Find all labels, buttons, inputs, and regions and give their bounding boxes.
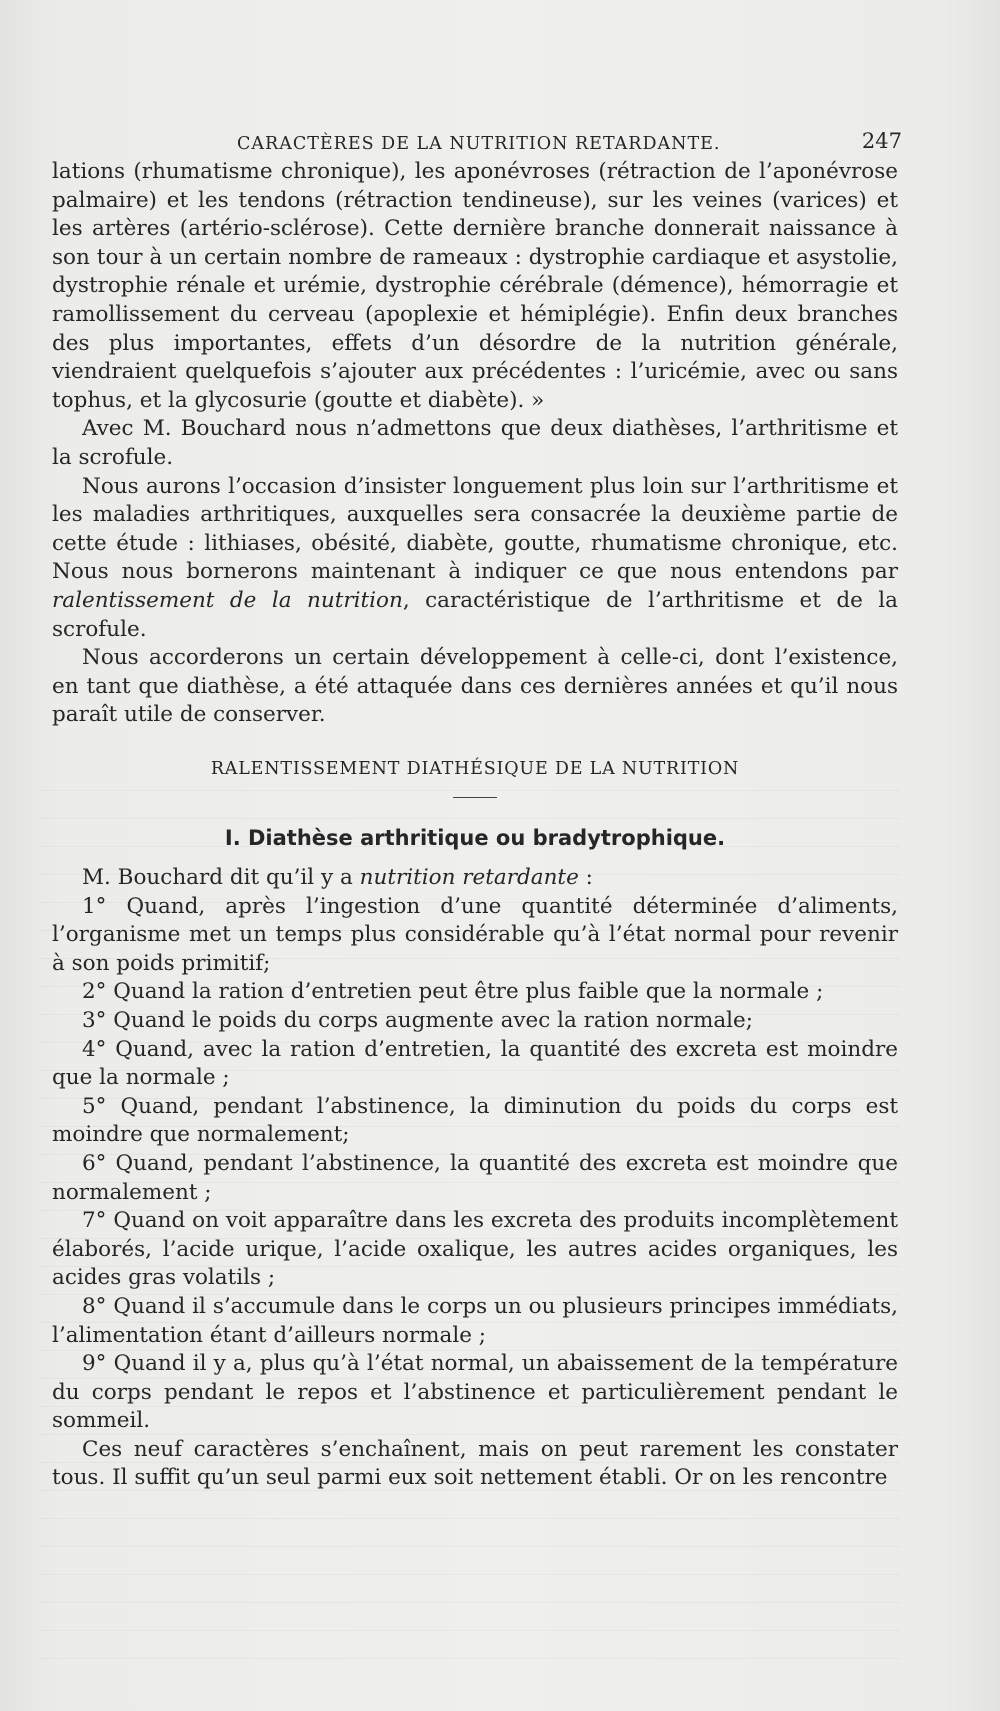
- section-heading: RALENTISSEMENT DIATHÉSIQUE DE LA NUTRITION: [210, 759, 740, 779]
- intro-text: M. Bouchard dit qu’il y a: [82, 865, 360, 890]
- body-text-upper: [52, 158, 898, 730]
- paragraph-closing: Ces neuf caractères s’enchaînent, mais on peut rarement les constater tous. Il suffit qu’un seul parmi eux soit nettement établi. Or on les rencontre: [52, 1436, 898, 1491]
- list-item-4: 4° Quand, avec la ration d’entretien, la quantité des excreta est moindre que la normale ;: [52, 1036, 898, 1091]
- list-item-1: 1° Quand, après l’ingestion d’une quantité déterminée d’aliments, l’organisme met un temps plus considérable qu’à l’état normal pour revenir à son poids primitif;: [52, 893, 898, 976]
- section-ralentissement: [52, 755, 898, 1493]
- subsection-heading: I. Diathèse arthritique ou bradytrophique.: [224, 826, 726, 850]
- page-number: 247: [861, 129, 902, 153]
- italic-term-nutrition-retardante: nutrition retardante: [359, 865, 579, 890]
- running-head-title: CARACTÈRES DE LA NUTRITION RETARDANTE.: [237, 134, 721, 154]
- paragraph-two-diatheses: Avec M. Bouchard nous n’admettons que deux diathèses, l’arthritisme et la scrofule.: [52, 416, 898, 470]
- list-item-5: 5° Quand, pendant l’abstinence, la diminution du poids du corps est moindre que normalement;: [52, 1093, 898, 1148]
- paragraph-continuation: lations (rhumatisme chronique), les aponévroses (rétraction de l’aponévrose palmaire) et les tendons (rétraction tendineuse), sur les veines (varices) et les artères (artério-sclérose). Cette dernière branche donnerait naissance à son tour à un certain nombre de rameaux : dystrophie cardiaque et asystolie, dystrophie rénale et urémie, dystrophie cérébrale (démence), hémorragie et ramollissement du cerveau (apoplexie et hémiplégie). Enfin deux branches des plus importantes, effets d’un désordre de la nutrition générale, viendraient quelquefois s’ajouter aux précédentes : l’uricémie, avec ou sans tophus, et la glycosurie (goutte et diabète). »: [52, 159, 898, 413]
- running-head: [52, 127, 902, 155]
- list-item-2: 2° Quand la ration d’entretien peut être plus faible que la normale ;: [82, 979, 824, 1005]
- paragraph-arthritisme: [52, 473, 898, 645]
- paragraph-scrofule: Nous accorderons un certain développement à celle-ci, dont l’existence, en tant que diathèse, a été attaquée dans ces dernières années et qu’il nous paraît utile de conserver.: [52, 645, 898, 728]
- paragraph-arthritisme-text: Nous aurons l’occasion d’insister longuement plus loin sur l’arthritisme et les maladies arthritiques, auxquelles sera consacrée la deuxième partie de cette étude : lithiases, obésité, diabète, goutte, rhumatisme chronique, etc. Nous nous bornerons maintenant à indiquer ce que nous entendons par: [52, 473, 898, 585]
- list-item-7: 7° Quand on voit apparaître dans les excreta des produits incomplètement élaborés, l’acide urique, l’acide oxalique, les autres acides organiques, les acides gras volatils ;: [52, 1208, 898, 1291]
- italic-term-ralentissement: ralentissement de la nutrition: [52, 587, 403, 613]
- section-rule: [453, 797, 497, 798]
- paragraph-bouchard-intro: [52, 864, 898, 893]
- list-item-6: 6° Quand, pendant l’abstinence, la quantité des excreta est moindre que normalement ;: [52, 1150, 898, 1205]
- list-item-9: 9° Quand il y a, plus qu’à l’état normal, un abaissement de la température du corps pendant le repos et l’abstinence et particulièrement pendant le sommeil.: [52, 1351, 898, 1434]
- intro-colon: :: [578, 865, 593, 890]
- paragraph-arthritisme-end: , caractéristique de l’arthritisme et de la scrofule.: [52, 587, 898, 642]
- list-item-3: 3° Quand le poids du corps augmente avec la ration normale;: [82, 1007, 754, 1033]
- list-item-8: 8° Quand il s’accumule dans le corps un ou plusieurs principes immédiats, l’alimentation étant d’ailleurs normale ;: [52, 1293, 898, 1348]
